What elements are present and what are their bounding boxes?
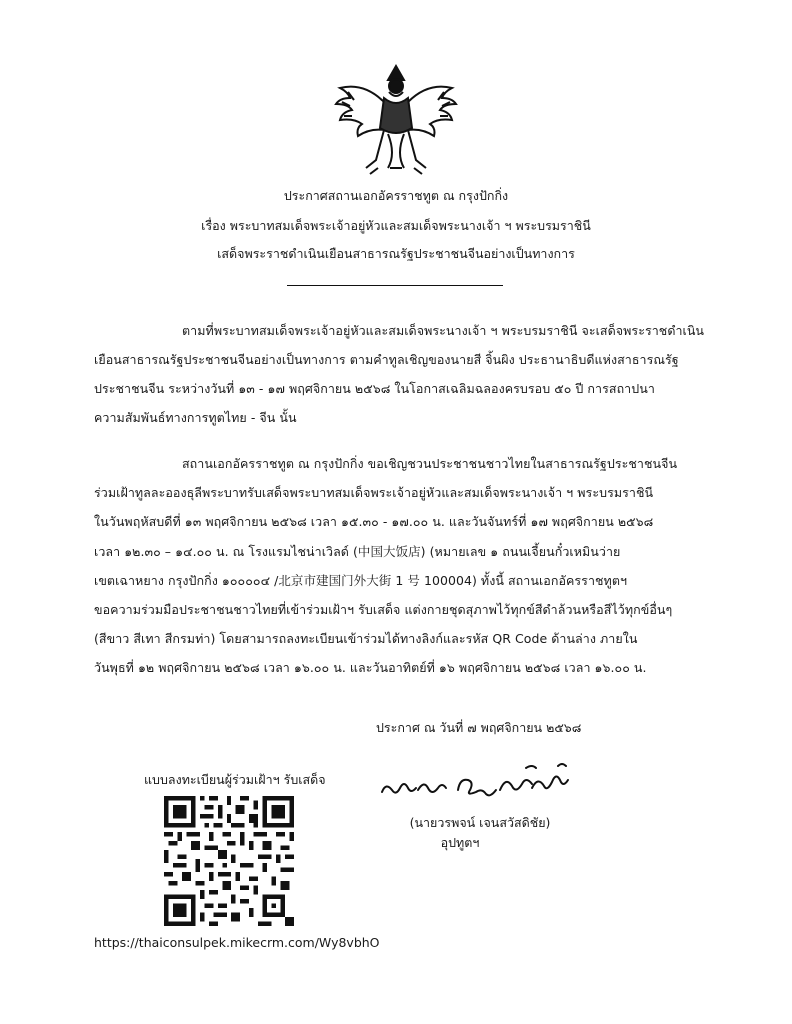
- paragraph2-line: ในวันพฤหัสบดีที่ ๑๓ พฤศจิกายน ๒๕๖๘ เวลา ๑๕.๓๐ - ๑๗.๐๐ น. และวันจันทร์ที่ ๑๗ พฤศจิกายน ๒๕๖๘: [94, 514, 654, 529]
- registration-label: แบบลงทะเบียนผู้ร่วมเฝ้าฯ รับเสด็จ: [144, 772, 326, 787]
- paragraph2-line: วันพุธที่ ๑๒ พฤศจิกายน ๒๕๖๘ เวลา ๑๖.๐๐ น. และวันอาทิตย์ที่ ๑๖ พฤศจิกายน ๒๕๖๘ เวลา ๑๖.๐๐ น.: [94, 660, 647, 675]
- registration-link[interactable]: https://thaiconsulpek.mikecrm.com/Wy8vbhO: [94, 935, 380, 950]
- paragraph1-line: เยือนสาธารณรัฐประชาชนจีนอย่างเป็นทางการ ตามคำทูลเชิญของนายสี จิ้นผิง ประธานาธิบดีแห่งสาธารณรัฐ: [94, 352, 679, 367]
- garuda-emblem-icon: [334, 58, 458, 176]
- signature-icon: [376, 760, 586, 810]
- announcement-subject-cont: เสด็จพระราชดำเนินเยือนสาธารณรัฐประชาชนจีนอย่างเป็นทางการ: [217, 246, 575, 261]
- announcement-subject: เรื่อง พระบาทสมเด็จพระเจ้าอยู่หัวและสมเด็จพระนางเจ้า ฯ พระบรมราชินี: [201, 218, 591, 233]
- paragraph1-line: ความสัมพันธ์ทางการทูตไทย - จีน นั้น: [94, 410, 297, 425]
- paragraph2-line: สถานเอกอัครราชทูต ณ กรุงปักกิ่ง ขอเชิญชวนประชาชนชาวไทยในสาธารณรัฐประชาชนจีน: [182, 456, 678, 471]
- announcement-date: ประกาศ ณ วันที่ ๗ พฤศจิกายน ๒๕๖๘: [376, 720, 582, 735]
- paragraph2-line: (สีขาว สีเทา สีกรมท่า) โดยสามารถลงทะเบียนเข้าร่วมได้ทางลิงก์และรหัส QR Code ด้านล่าง ภายใน: [94, 631, 638, 646]
- header-divider: [287, 285, 503, 286]
- paragraph2-line: ร่วมเฝ้าทูลละอองธุลีพระบาทรับเสด็จพระบาทสมเด็จพระเจ้าอยู่หัวและสมเด็จพระนางเจ้า ฯ พระบรมราชินี: [94, 485, 654, 500]
- paragraph2-line: เขตเฉาหยาง กรุงปักกิ่ง ๑๐๐๐๐๔ /北京市建国门外大街 1 号 100004) ทั้งนี้ สถานเอกอัครราชทูตฯ: [94, 573, 628, 588]
- paragraph1-line: ประชาชนจีน ระหว่างวันที่ ๑๓ - ๑๗ พฤศจิกายน ๒๕๖๘ ในโอกาสเฉลิมฉลองครบรอบ ๕๐ ปี การสถาปนา: [94, 381, 655, 396]
- paragraph2-line: ขอความร่วมมือประชาชนชาวไทยที่เข้าร่วมเฝ้าฯ รับเสด็จ แต่งกายชุดสุภาพไว้ทุกข์สีดำล้วนหรือสีไว้ทุกข์อื่นๆ: [94, 602, 673, 617]
- qr-code-icon[interactable]: [164, 796, 294, 926]
- signer-name: (นายวรพจน์ เจนสวัสดิชัย): [409, 815, 551, 830]
- announcement-org: ประกาศสถานเอกอัครราชทูต ณ กรุงปักกิ่ง: [283, 188, 509, 203]
- paragraph1-line: ตามที่พระบาทสมเด็จพระเจ้าอยู่หัวและสมเด็จพระนางเจ้า ฯ พระบรมราชินี จะเสด็จพระราชดำเนิน: [182, 323, 705, 338]
- signer-title: อุปทูตฯ: [440, 835, 480, 850]
- paragraph2-line: เวลา ๑๒.๓๐ – ๑๔.๐๐ น. ณ โรงแรมไชน่าเวิลด์ (中国大饭店) (หมายเลข ๑ ถนนเจี้ยนกั๋วเหมินว่าย: [94, 544, 621, 559]
